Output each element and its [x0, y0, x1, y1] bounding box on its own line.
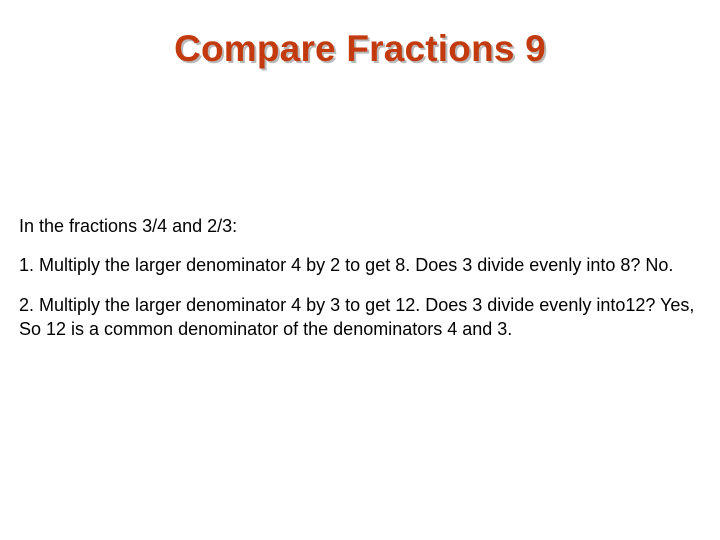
step-2-text: 2. Multiply the larger denominator 4 by 3 to get 12. Does 3 divide evenly into12? Yes, So 12 is a common denominator of the denominators 4 and 3. [19, 295, 695, 339]
slide-title: Compare Fractions 9 [174, 28, 546, 69]
step-1-text: 1. Multiply the larger denominator 4 by 2 to get 8. Does 3 divide evenly into 8? No. [19, 255, 674, 275]
intro-text: In the fractions 3/4 and 2/3: [19, 216, 238, 236]
slide-body [19, 214, 709, 357]
